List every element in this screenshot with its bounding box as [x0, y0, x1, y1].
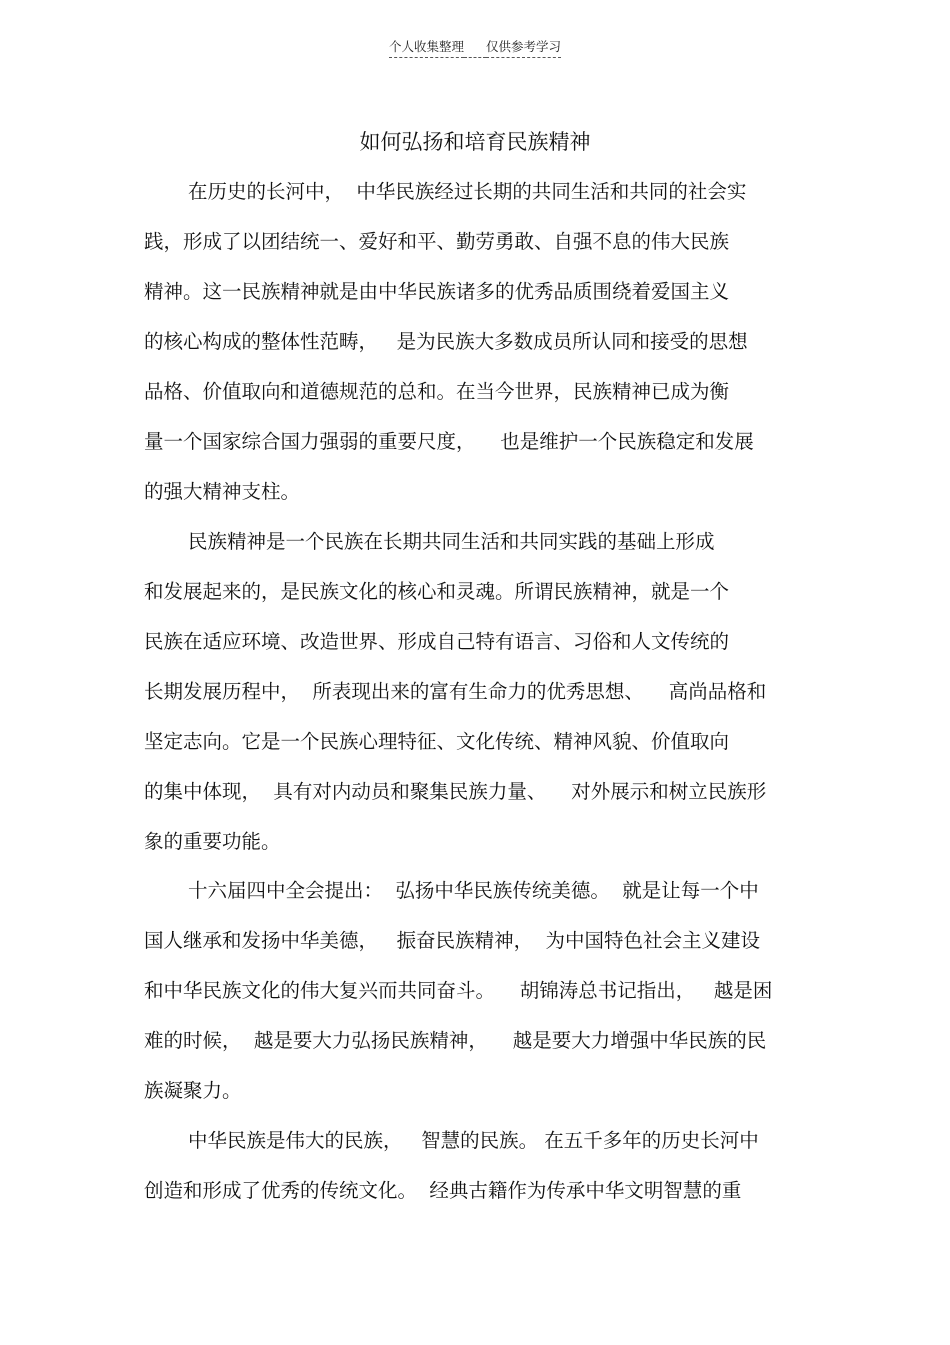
paragraph-1-line-2: 践，形成了以团结统一、爱好和平、勤劳勇敢、自强不息的伟大民族: [144, 230, 730, 253]
paragraph-4-line-1: 中华民族是伟大的民族， 智慧的民族。 在五千多年的历史长河中: [188, 1129, 759, 1152]
paragraph-2-line-1: 民族精神是一个民族在长期共同生活和共同实践的基础上形成: [188, 530, 715, 553]
paragraph-2-line-6: 的集中体现， 具有对内动员和聚集民族力量、 对外展示和树立民族形: [144, 780, 767, 803]
document-title: 如何弘扬和培育民族精神: [359, 130, 591, 154]
paragraph-2-line-2: 和发展起来的，是民族文化的核心和灵魂。所谓民族精神，就是一个: [144, 580, 730, 603]
header-left-text: 个人收集整理: [389, 38, 464, 58]
paragraph-2-line-4: 长期发展历程中， 所表现出来的富有生命力的优秀思想、 高尚品格和: [144, 680, 767, 703]
paragraph-2-line-7: 象的重要功能。: [144, 830, 281, 853]
paragraph-2-line-5: 坚定志向。它是一个民族心理特征、文化传统、精神风貌、价值取向: [144, 730, 730, 753]
paragraph-3-line-4: 难的时候， 越是要大力弘扬民族精神， 越是要大力增强中华民族的民: [144, 1029, 767, 1052]
paragraph-1-line-4: 的核心构成的整体性范畴， 是为民族大多数成员所认同和接受的思想: [144, 330, 748, 353]
paragraph-1-line-3: 精神。这一民族精神就是由中华民族诸多的优秀品质围绕着爱国主义: [144, 280, 730, 303]
paragraph-3-line-2: 国人继承和发扬中华美德， 振奋民族精神， 为中国特色社会主义建设: [144, 929, 760, 952]
header-divider: [464, 38, 486, 58]
paragraph-3-line-1: 十六届四中全会提出： 弘扬中华民族传统美德。 就是让每一个中: [188, 879, 759, 902]
paragraph-1-line-5: 品格、价值取向和道德规范的总和。在当今世界，民族精神已成为衡: [144, 380, 730, 403]
paragraph-1-line-7: 的强大精神支柱。: [144, 480, 301, 503]
paragraph-2-line-3: 民族在适应环境、改造世界、形成自己特有语言、习俗和人文传统的: [144, 630, 730, 653]
paragraph-4-line-2: 创造和形成了优秀的传统文化。 经典古籍作为传承中华文明智慧的重: [144, 1179, 742, 1202]
page-header: [0, 38, 950, 58]
paragraph-3-line-3: 和中华民族文化的伟大复兴而共同奋斗。 胡锦涛总书记指出， 越是困: [144, 979, 773, 1002]
paragraph-3-line-5: 族凝聚力。: [144, 1079, 242, 1102]
paragraph-1-line-1: 在历史的长河中， 中华民族经过长期的共同生活和共同的社会实: [188, 180, 747, 203]
paragraph-1-line-6: 量一个国家综合国力强弱的重要尺度， 也是维护一个民族稳定和发展: [144, 430, 754, 453]
header-right-text: 仅供参考学习: [486, 38, 561, 58]
